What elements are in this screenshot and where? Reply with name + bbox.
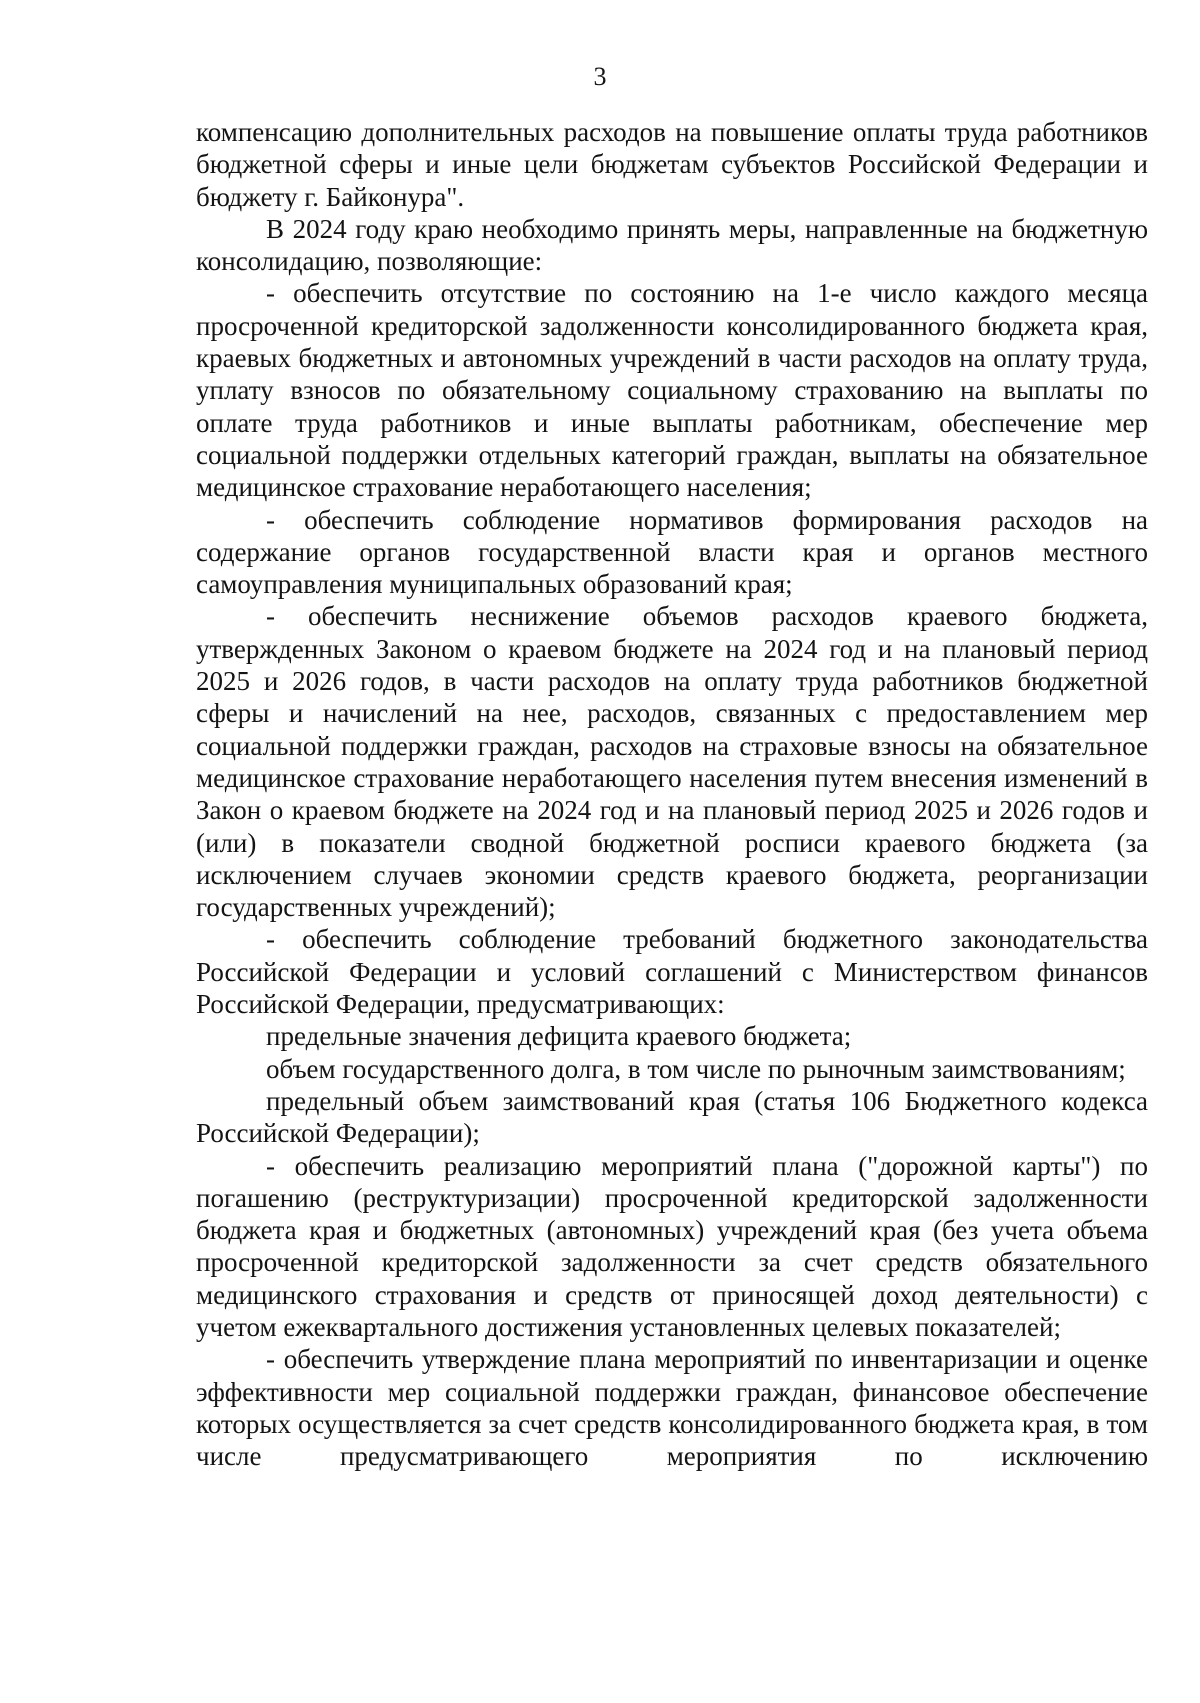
paragraph-2: В 2024 году краю необходимо принять меры, направленные на бюджетную консолидацию, позволяющие: — [196, 213, 1148, 277]
paragraph-5: - обеспечить неснижение объемов расходов краевого бюджета, утвержденных Законом о краевом бюджете на 2024 год и на плановый период 2025 и 2026 годов, в части расходов на оплату труда работников бюджетной сферы и начислений на нее, расходов, связанных с предоставлением мер социальной поддержки граждан, расходов на страховые взносы на обязательное медицинское страхование неработающего населения путем внесения изменений в Закон о краевом бюджете на 2024 год и на плановый период 2025 и 2026 годов и (или) в показатели сводной бюджетной росписи краевого бюджета (за исключением случаев экономии средств краевого бюджета, реорганизации государственных учреждений); — [196, 601, 1148, 923]
paragraph-6: - обеспечить соблюдение требований бюджетного законодательства Российской Федерации и условий соглашений с Министерством финансов Российской Федерации, предусматривающих: — [196, 924, 1148, 1020]
page-number: 3 — [593, 62, 607, 91]
paragraph-1: компенсацию дополнительных расходов на повышение оплаты труда работников бюджетной сферы и иные цели бюджетам субъектов Российской Федерации и бюджету г. Байконура". — [196, 117, 1148, 212]
paragraph-7: предельные значения дефицита краевого бюджета; — [266, 1021, 852, 1052]
paragraph-10: - обеспечить реализацию мероприятий плана ("дорожной карты") по погашению (реструктуризации) просроченной кредиторской задолженности бюджета края и бюджетных (автономных) учреждений края (без учета объема просроченной кредиторской задолженности за счет средств обязательного медицинского страхования и средств от приносящей доход деятельности) с учетом ежеквартального достижения установленных целевых показателей; — [196, 1150, 1148, 1342]
paragraph-3: - обеспечить отсутствие по состоянию на 1-е число каждого месяца просроченной кредиторской задолженности консолидированного бюджета края, краевых бюджетных и автономных учреждений в части расходов на оплату труда, уплату взносов по обязательному социальному страхованию на выплаты по оплате труда работников и иные выплаты работникам, обеспечение мер социальной поддержки отдельных категорий граждан, выплаты на обязательное медицинское страхование неработающего населения; — [196, 278, 1148, 503]
paragraph-11: - обеспечить утверждение плана мероприятий по инвентаризации и оценке эффективности мер социальной поддержки граждан, финансовое обеспечение которых осуществляется за счет средств консолидированного бюджета края, в том числе предусматривающего мероприятия по исключению — [196, 1344, 1148, 1472]
paragraph-8: объем государственного долга, в том числе по рыночным заимствованиям; — [266, 1053, 1126, 1084]
document-body — [196, 116, 1148, 1472]
paragraph-9: предельный объем заимствований края (статья 106 Бюджетного кодекса Российской Федерации); — [196, 1085, 1148, 1149]
paragraph-4: - обеспечить соблюдение нормативов формирования расходов на содержание органов государственной власти края и органов местного самоуправления муниципальных образований края; — [196, 504, 1148, 600]
